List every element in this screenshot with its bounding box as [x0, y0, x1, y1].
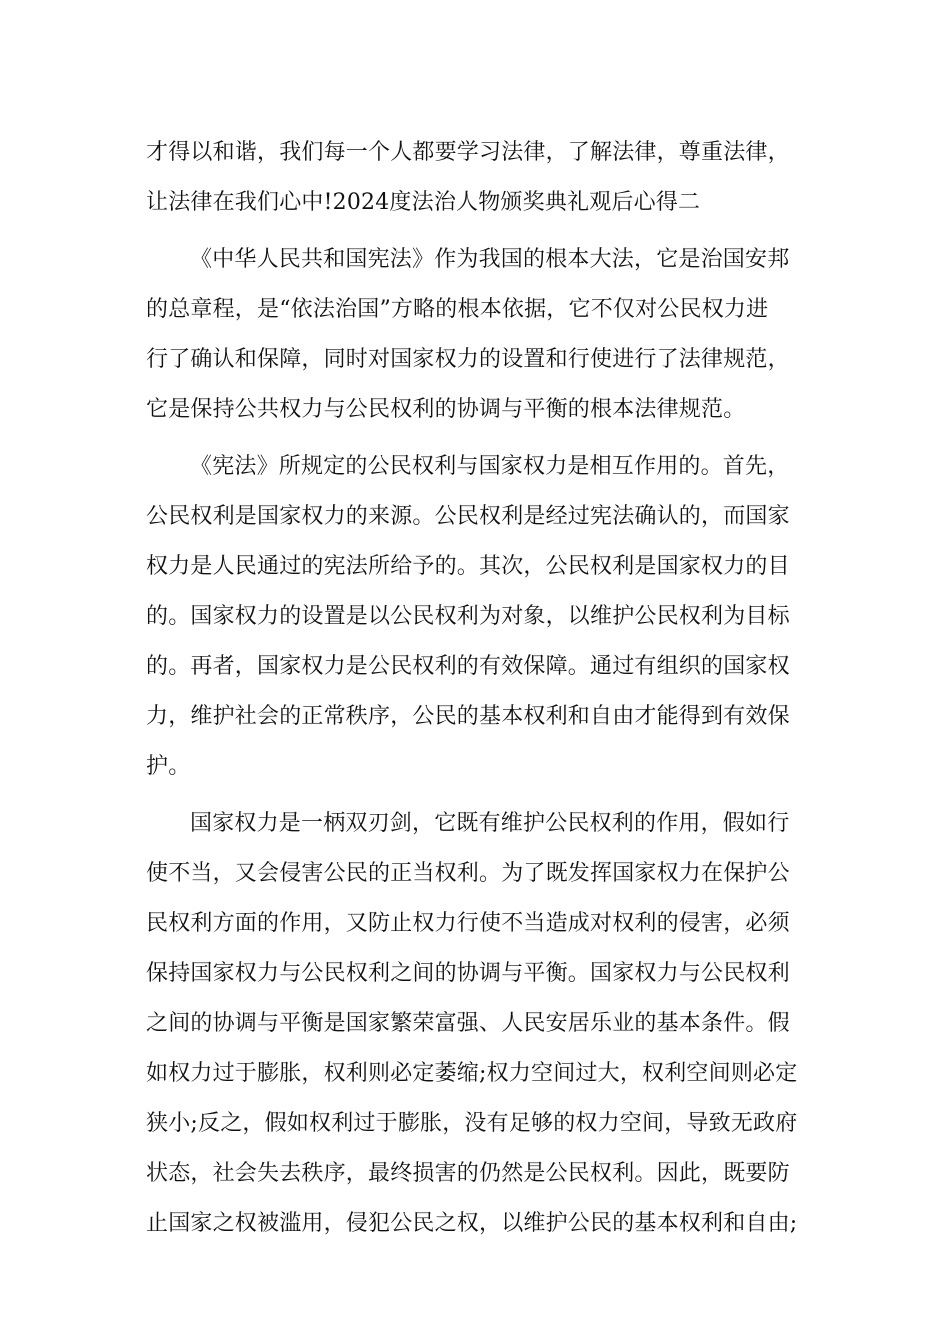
text-line: 之间的协调与平衡是国家繁荣富强、人民安居乐业的基本条件。假 [146, 1011, 790, 1036]
text-line: 才得以和谐，我们每一个人都要学习法律，了解法律，尊重法律， [146, 140, 790, 165]
text-line: 如权力过于膨胀，权利则必定萎缩;权力空间过大，权利空间则必定 [146, 1061, 798, 1086]
text-line: 权力是人民通过的宪法所给予的。其次，公民权利是国家权力的目 [146, 554, 790, 579]
text-line: 民权利方面的作用，又防止权力行使不当造成对权利的侵害，必须 [146, 911, 790, 936]
text-line: 行了确认和保障，同时对国家权力的设置和行使进行了法律规范， [146, 347, 790, 372]
paragraph-first-line: 《宪法》所规定的公民权利与国家权力是相互作用的。首先， [190, 454, 790, 479]
text-line: 公民权利是国家权力的来源。公民权利是经过宪法确认的，而国家 [146, 504, 790, 529]
text-line: 让法律在我们心中!2024度法治人物颁奖典礼观后心得二 [146, 190, 701, 215]
paragraph-first-line: 国家权力是一柄双刃剑，它既有维护公民权利的作用，假如行 [190, 811, 790, 836]
text-line: 保持国家权力与公民权利之间的协调与平衡。国家权力与公民权利 [146, 961, 790, 986]
document-body [146, 128, 826, 1249]
text-line: 的。再者，国家权力是公民权利的有效保障。通过有组织的国家权 [146, 654, 790, 679]
text-line: 护。 [146, 754, 191, 779]
text-line: 狭小;反之，假如权利过于膨胀，没有足够的权力空间，导致无政府 [146, 1111, 798, 1136]
text-line: 的总章程，是“依法治国”方略的根本依据，它不仅对公民权力进 [146, 297, 769, 322]
paragraph-first-line: 《中华人民共和国宪法》作为我国的根本大法，它是治国安邦 [190, 247, 790, 272]
text-line: 它是保持公共权力与公民权利的协调与平衡的根本法律规范。 [146, 397, 746, 422]
text-line: 状态，社会失去秩序，最终损害的仍然是公民权利。因此，既要防 [146, 1161, 790, 1186]
text-line: 使不当，又会侵害公民的正当权利。为了既发挥国家权力在保护公 [146, 861, 790, 886]
text-line: 的。国家权力的设置是以公民权利为对象，以维护公民权利为目标 [146, 604, 790, 629]
text-line: 止国家之权被滥用，侵犯公民之权，以维护公民的基本权利和自由; [146, 1211, 798, 1236]
text-line: 力，维护社会的正常秩序，公民的基本权利和自由才能得到有效保 [146, 704, 790, 729]
